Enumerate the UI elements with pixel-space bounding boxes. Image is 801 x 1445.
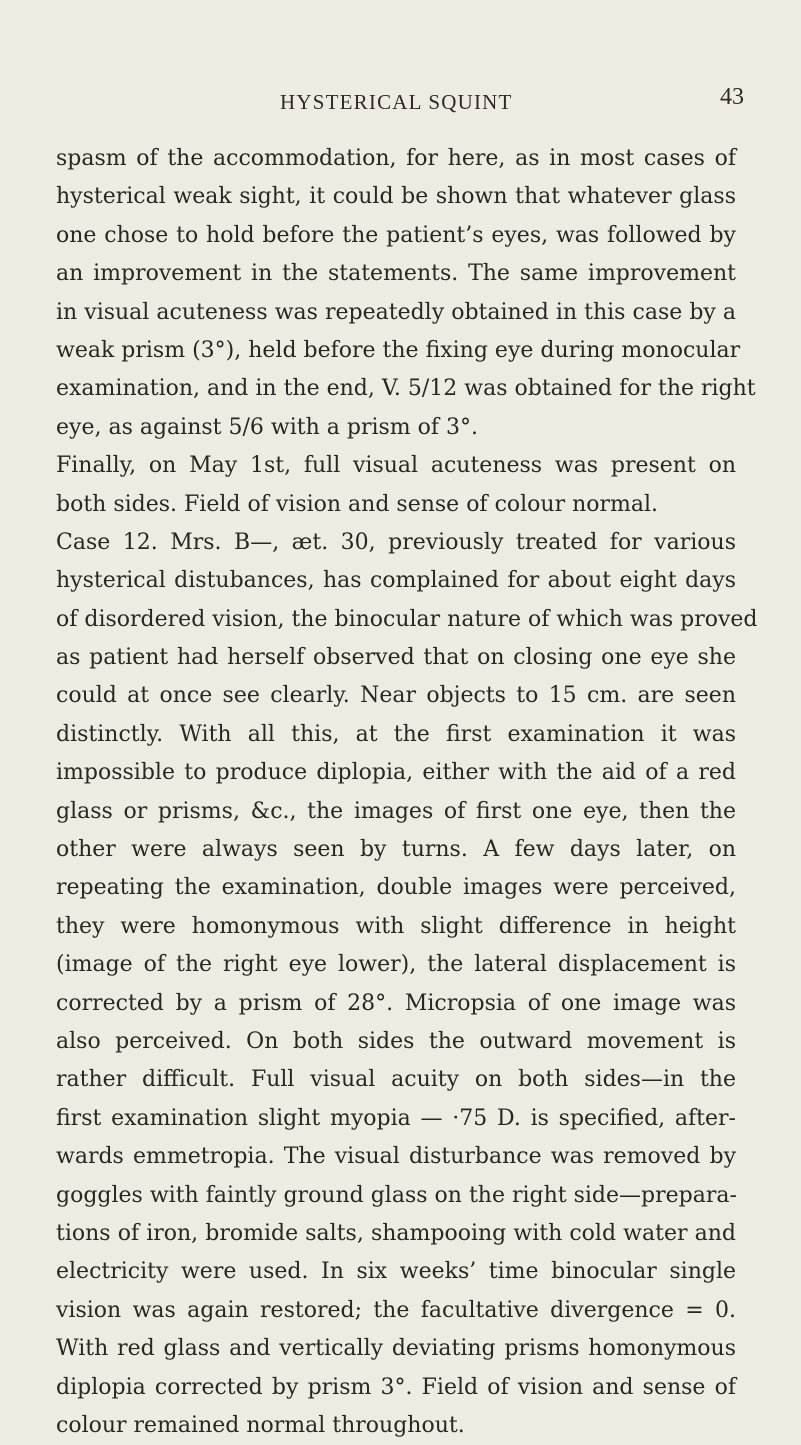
text-line: also perceived. On both sides the outward movement is [56, 1028, 736, 1054]
text-line: electricity were used. In six weeks’ time binocular single [56, 1259, 736, 1285]
text-line: as patient had herself observed that on closing one eye she [56, 645, 736, 671]
text-line: colour remained normal throughout. [56, 1412, 465, 1438]
text-line: Case 12. Mrs. B—, æt. 30, previously treated for various [56, 529, 736, 555]
text-line: diplopia corrected by prism 3°. Field of vision and sense of [56, 1374, 736, 1400]
page-number: 43 [720, 84, 744, 110]
text-line: impossible to produce diplopia, either with the aid of a red [56, 760, 736, 786]
text-line: repeating the examination, double images were perceived, [56, 875, 736, 901]
text-line: hysterical distubances, has complained for about eight days [56, 568, 736, 594]
text-line: examination, and in the end, V. 5/12 was obtained for the right [56, 376, 756, 402]
text-line: hysterical weak sight, it could be shown that whatever glass [56, 184, 736, 210]
body-text [56, 140, 758, 1445]
text-line: an improvement in the statements. The same improvement [56, 261, 736, 287]
text-line: wards emmetropia. The visual disturbance was removed by [56, 1144, 736, 1170]
text-line: both sides. Field of vision and sense of colour normal. [56, 491, 659, 517]
text-line: distinctly. With all this, at the first examination it was [56, 721, 736, 747]
text-line: glass or prisms, &c., the images of first one eye, then the [56, 798, 736, 824]
text-line: Finally, on May 1st, full visual acuteness was present on [56, 453, 736, 479]
running-title: HYSTERICAL SQUINT [280, 90, 513, 114]
text-line: other were always seen by turns. A few days later, on [56, 837, 736, 863]
text-line: eye, as against 5/6 with a prism of 3°. [56, 414, 479, 440]
text-line: With red glass and vertically deviating prisms homonymous [56, 1336, 736, 1362]
text-line: one chose to hold before the patient’s eyes, was followed by [56, 222, 736, 248]
text-line: vision was again restored; the facultative divergence = 0. [56, 1297, 736, 1323]
text-line: tions of iron, bromide salts, shampooing with cold water and [56, 1220, 736, 1246]
text-line: first examination slight myopia — ·75 D. is specified, after- [56, 1105, 736, 1131]
text-line: weak prism (3°), held before the fixing eye during monocular [56, 337, 741, 363]
text-line: could at once see clearly. Near objects to 15 cm. are seen [56, 683, 736, 709]
text-line: in visual acuteness was repeatedly obtained in this case by a [56, 299, 736, 325]
text-line: goggles with faintly ground glass on the right side—prepara- [56, 1182, 737, 1208]
text-line: corrected by a prism of 28°. Micropsia of one image was [56, 990, 736, 1016]
text-line: of disordered vision, the binocular nature of which was proved [56, 606, 758, 632]
text-line: spasm of the accommodation, for here, as in most cases of [56, 146, 736, 171]
text-line: they were homonymous with slight difference in height [56, 913, 736, 939]
text-line: (image of the right eye lower), the lateral displacement is [56, 952, 736, 978]
text-line: rather difficult. Full visual acuity on both sides—in the [56, 1067, 736, 1093]
